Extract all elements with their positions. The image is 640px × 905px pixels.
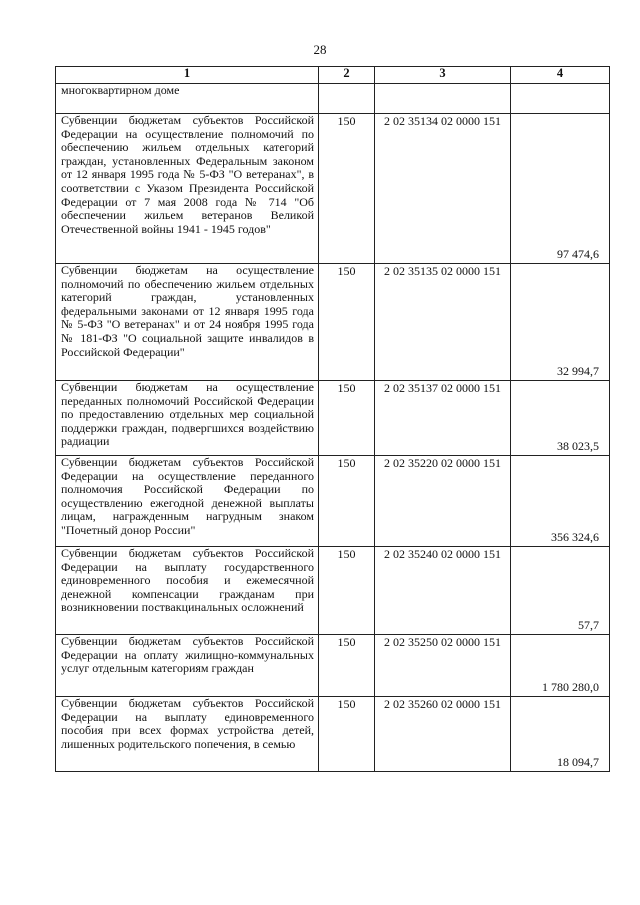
income-table [55, 66, 610, 772]
row-amount: 57,7 [511, 547, 610, 635]
table-row [56, 456, 610, 547]
row-description: Субвенции бюджетам субъектов Российской Федерации на осуществление полномочий по обеспечению жильем отдельных категорий граждан, установленных Федеральным законом от 12 января 1995 года № 5-ФЗ "О ветеранах", в соответствии с Указом Президента Российской Федерации от 7 мая 2008 года № 714 "Об обеспечении жильем ветеранов Великой Отечественной войны 1941 - 1945 годов" [56, 114, 319, 264]
row-amount: 38 023,5 [511, 381, 610, 456]
row-amount: 32 994,7 [511, 264, 610, 381]
table-row [56, 114, 610, 264]
table-row [56, 697, 610, 772]
row-description: Субвенции бюджетам субъектов Российской Федерации на оплату жилищно-коммунальных услуг отдельным категориям граждан [56, 635, 319, 697]
table-row [56, 547, 610, 635]
row-income-code: 2 02 35250 02 0000 151 [375, 635, 511, 697]
table-row [56, 264, 610, 381]
column-header-2: 2 [319, 67, 375, 84]
column-header-3: 3 [375, 67, 511, 84]
row-description: Субвенции бюджетам субъектов Российской Федерации на выплату государственного единовременного пособия и ежемесячной денежной компенсации гражданам при возникновении поствакцинальных осложнений [56, 547, 319, 635]
continuation-text: многоквартирном доме [56, 84, 319, 114]
row-description: Субвенции бюджетам субъектов Российской Федерации на осуществление переданного полномочия Российской Федерации по осуществлению ежегодной денежной выплаты лицам, награжденным нагрудным знаком "Почетный донор России" [56, 456, 319, 547]
table-row-continuation [56, 84, 610, 114]
row-amount: 356 324,6 [511, 456, 610, 547]
page-number: 28 [313, 42, 327, 57]
row-admin-code: 150 [319, 635, 375, 697]
table-header-row [56, 67, 610, 84]
table-row [56, 381, 610, 456]
row-amount: 97 474,6 [511, 114, 610, 264]
row-admin-code: 150 [319, 547, 375, 635]
empty-cell [319, 84, 375, 114]
row-admin-code: 150 [319, 114, 375, 264]
row-admin-code: 150 [319, 456, 375, 547]
row-description: Субвенции бюджетам субъектов Российской Федерации на выплату единовременного пособия при всех формах устройства детей, лишенных родительского попечения, в семью [56, 697, 319, 772]
row-income-code: 2 02 35220 02 0000 151 [375, 456, 511, 547]
row-income-code: 2 02 35240 02 0000 151 [375, 547, 511, 635]
row-description: Субвенции бюджетам на осуществление переданных полномочий Российской Федерации по предоставлению отдельных мер социальной поддержки граждан, подвергшихся воздействию радиации [56, 381, 319, 456]
row-admin-code: 150 [319, 381, 375, 456]
empty-cell [375, 84, 511, 114]
table-row [56, 635, 610, 697]
row-amount: 1 780 280,0 [511, 635, 610, 697]
row-description: Субвенции бюджетам на осуществление полномочий по обеспечению жильем отдельных категорий граждан, установленных федеральными законами от 12 января 1995 года № 5-ФЗ "О ветеранах" и от 24 ноября 1995 года № 181-ФЗ "О социальной защите инвалидов в Российской Федерации" [56, 264, 319, 381]
row-income-code: 2 02 35134 02 0000 151 [375, 114, 511, 264]
row-income-code: 2 02 35135 02 0000 151 [375, 264, 511, 381]
column-header-1: 1 [56, 67, 319, 84]
row-admin-code: 150 [319, 697, 375, 772]
row-income-code: 2 02 35137 02 0000 151 [375, 381, 511, 456]
row-admin-code: 150 [319, 264, 375, 381]
column-header-4: 4 [511, 67, 610, 84]
empty-cell [511, 84, 610, 114]
row-income-code: 2 02 35260 02 0000 151 [375, 697, 511, 772]
row-amount: 18 094,7 [511, 697, 610, 772]
